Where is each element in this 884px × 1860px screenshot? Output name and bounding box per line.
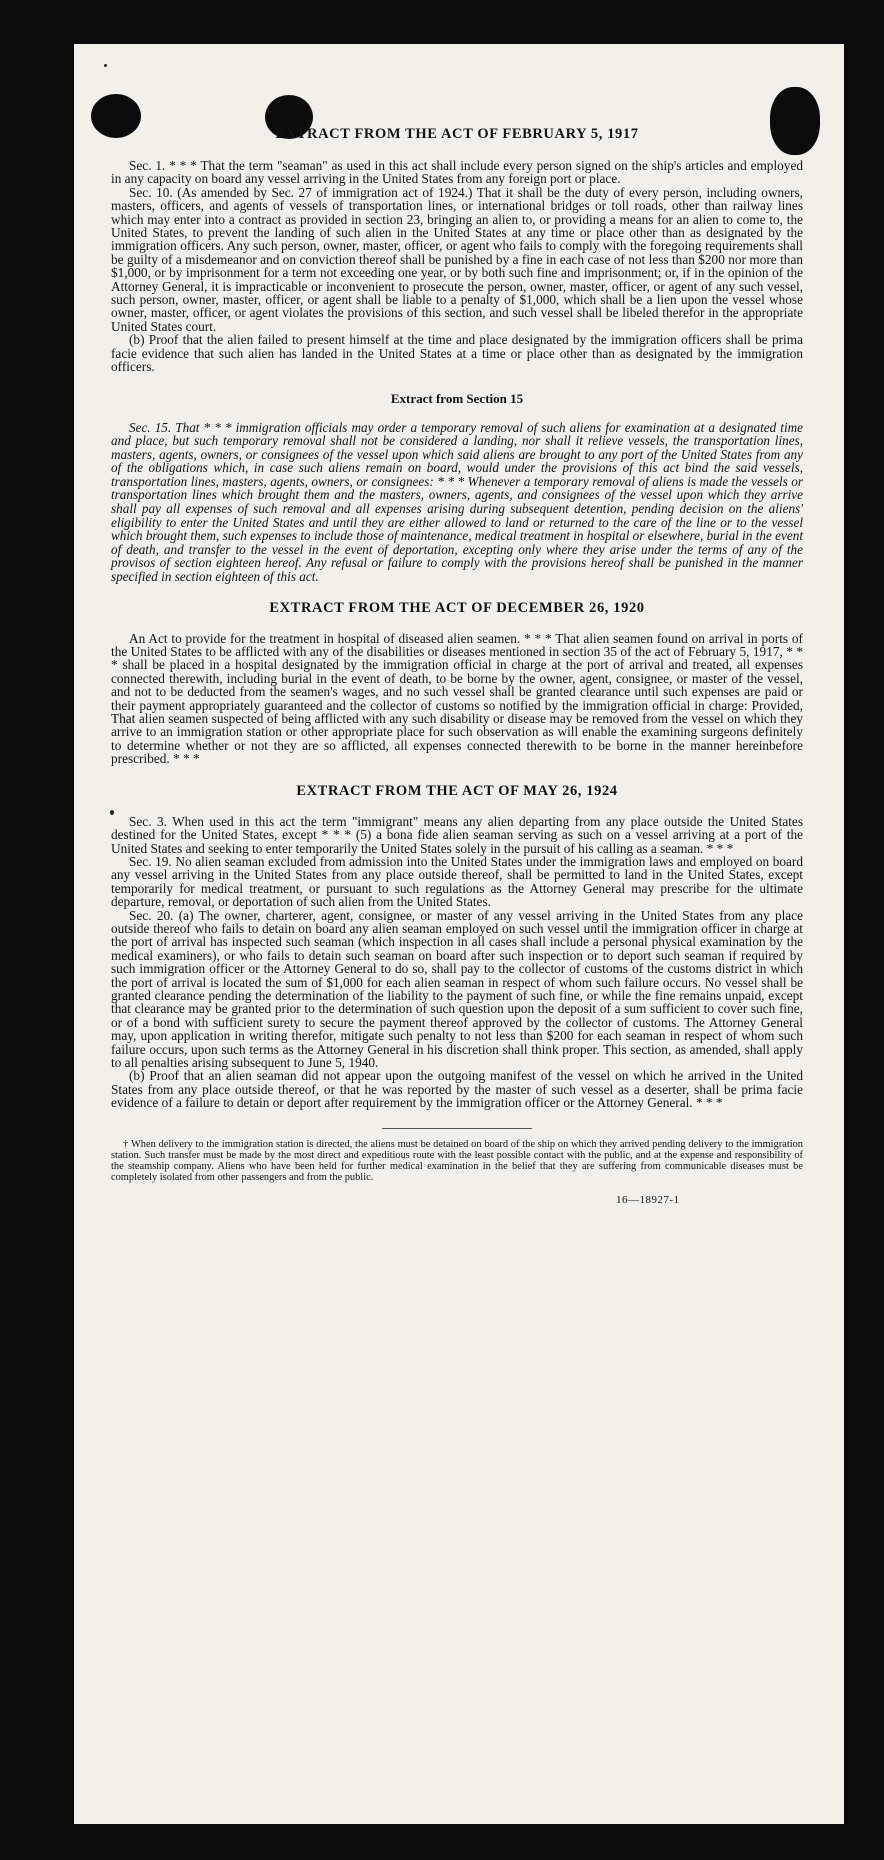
page-number: 16—18927-1	[616, 1193, 680, 1206]
paragraph-sec1: Sec. 1. * * * That the term "seaman" as used in this act shall include every person signed on the ship's articles and employed in any capacity on board any vessel arriving in the United States from any foreign port or place.	[111, 158, 803, 187]
paragraph-sec10: Sec. 10. (As amended by Sec. 27 of immigration act of 1924.) That it shall be the duty of every person, including owners, masters, officers, and agents of vessels of transportation lines, or international bridges or toll roads, other than railway lines which may enter into a contract as provided in section 23, bringing an alien to, or providing a means for an alien to come to, the United States, to prevent the landing of such alien in the United States at any time or place other than as designated by the immigration officers. Any such person, owner, master, officer, or agent who fails to comply with the foregoing requirements shall be guilty of a misdemeanor and on conviction thereof shall be punished by a fine in each case of not less than $200 nor more than $1,000, or by imprisonment for a term not exceeding one year, or by both such fine and imprisonment; or, if in the opinion of the Attorney General, it is impracticable or inconvenient to prosecute the person, owner, master, officer, or agent of any such vessel, such person, owner, master, officer, or agent shall be liable to a penalty of $1,000, which shall be a lien upon the vessel whose owner, master, officer, or agent violates the provisions of this section, and such vessel shall be libeled therefor in the appropriate United States court.	[111, 184, 803, 334]
heading-act-1924: EXTRACT FROM THE ACT OF MAY 26, 1924	[296, 782, 618, 799]
paragraph-sec15: Sec. 15. That * * * immigration officials may order a temporary removal of such aliens for examination at a designated time and place, but such temporary removal shall not be considered a landing, nor shall it relieve vessels, the transportation lines, masters, agents, owners, or consignees of the vessel upon which said aliens are brought to any port of the United States from any of the obligations which, in case such aliens remain on board, would under the provisions of this act bind the said vessels, transportation lines, masters, agents, owners, or consignees: * * * Whenever a temporary removal of aliens is made the vessels or transportation lines which brought them and the masters, owners, agents, and consignees of the vessel upon which they arrive shall pay all expenses of such removal and all expenses arising during subsequent detention, pending decision on the aliens' eligibility to enter the United States and until they are either allowed to land or returned to the care of the line or to the vessel which brought them, such expenses to include those of maintenance, medical treatment in hospital or elsewhere, burial in the event of death, and transfer to the vessel in the event of deportation, excepting only where they arise under the terms of any of the provisos of section eighteen hereof. Any refusal or failure to comply with the provisions hereof shall be punished in the manner specified in section eighteen of this act.	[111, 419, 803, 585]
heading-act-1920: EXTRACT FROM THE ACT OF DECEMBER 26, 1920	[269, 599, 645, 616]
footnote-divider	[382, 1128, 532, 1129]
speck	[104, 64, 107, 67]
paragraph-sec20: Sec. 20. (a) The owner, charterer, agent, consignee, or master of any vessel arriving in the United States from any place outside thereof who fails to detain on board any alien seaman employed on such vessel until the immigration officer in charge at the port of arrival has inspected such seaman (which inspection in all cases shall include a personal physical examination by the medical examiners), or who fails to detain such seaman on board after such inspection or to deport such seaman if required by such immigration officer or the Attorney General to do so, shall pay to the collector of customs of the customs district in which the port of arrival is located the sum of $1,000 for each alien seaman in respect of whom such failure occurs. No vessel shall be granted clearance pending the determination of the liability to the payment of such fine, or while the fine remains unpaid, except that clearance may be granted prior to the determination of such question upon the deposit of a sum sufficient to cover such fine, or of a bond with sufficient surety to secure the payment thereof approved by the collector of customs. The Attorney General may, upon application in writing therefor, mitigate such penalty to not less than $200 for each seaman in respect of whom such failure occurs, upon such terms as the Attorney General in his discretion shall think proper. This section, as amended, shall apply to all penalties arising subsequent to June 5, 1940.	[111, 907, 803, 1070]
heading-section-15: Extract from Section 15	[390, 390, 524, 406]
paragraph-sec20b: (b) Proof that an alien seaman did not appear upon the outgoing manifest of the vessel on which he arrived in the United States from any place outside thereof, or that he was reported by the master of such vessel as a deserter, shall be prima facie evidence of a failure to detain or deport after requirement by the immigration officer or the Attorney General. * * *	[111, 1068, 803, 1111]
heading-act-1917: EXTRACT FROM THE ACT OF FEBRUARY 5, 1917	[275, 126, 639, 142]
paragraph-sec10b: (b) Proof that the alien failed to present himself at the time and place designated by the immigration officers shall be prima facie evidence that such alien has landed in the United States at a time or place other than as designated by the immigration officers.	[111, 332, 803, 375]
paragraph-sec3: Sec. 3. When used in this act the term "immigrant" means any alien departing from any place outside the United States destined for the United States, except * * * (5) a bona fide alien seaman serving as such on a vessel arriving at a port of the United States and seeking to enter temporarily the United States solely in the pursuit of his calling as a seaman. * * *	[111, 813, 803, 856]
footnote: † When delivery to the immigration station is directed, the aliens must be detained on board of the ship on which they arrived pending delivery to the immigration station. Such transfer must be made by the most direct and expeditious route with the least possible contact with the public, and at the expense and responsibility of the steamship company. Aliens who have been held for further medical examination in the belief that they are suffering from communicable diseases must be completely isolated from other passengers and from the public.	[111, 1138, 803, 1183]
paragraph-sec19: Sec. 19. No alien seaman excluded from admission into the United States under the immigration laws and employed on board any vessel arriving in the United States from any place outside thereof, shall be permitted to land in the United States, except temporarily for medical treatment, or pursuant to such regulations as the Attorney General may prescribe for the ultimate departure, removal, or deportation of such alien from the United States.	[111, 853, 803, 910]
document-page	[74, 44, 844, 1824]
paragraph-act-1920: An Act to provide for the treatment in hospital of diseased alien seamen. * * * That alien seamen found on arrival in ports of the United States to be afflicted with any of the disabilities or diseases mentioned in section 35 of the act of February 5, 1917, * * * shall be placed in a hospital designated by the immigration official in charge at the port of arrival and treated, all expenses connected therewith, including burial in the event of death, to be borne by the owner, agent, consignee, or master of the vessel, and not to be deducted from the seamen's wages, and no such vessel shall be granted clearance until such expenses are paid or their payment appropriately guaranteed and the collector of customs so notified by the immigration official in charge: Provided, That alien seamen suspected of being afflicted with any such disability or disease may be removed from the vessel on which they arrive to an immigration station or other appropriate place for such observation as will enable the examining surgeons definitely to determine whether or not they are so afflicted, all expenses connected therewith to be borne in the manner hereinbefore prescribed. * * *	[111, 630, 803, 767]
document-body	[111, 126, 803, 1206]
